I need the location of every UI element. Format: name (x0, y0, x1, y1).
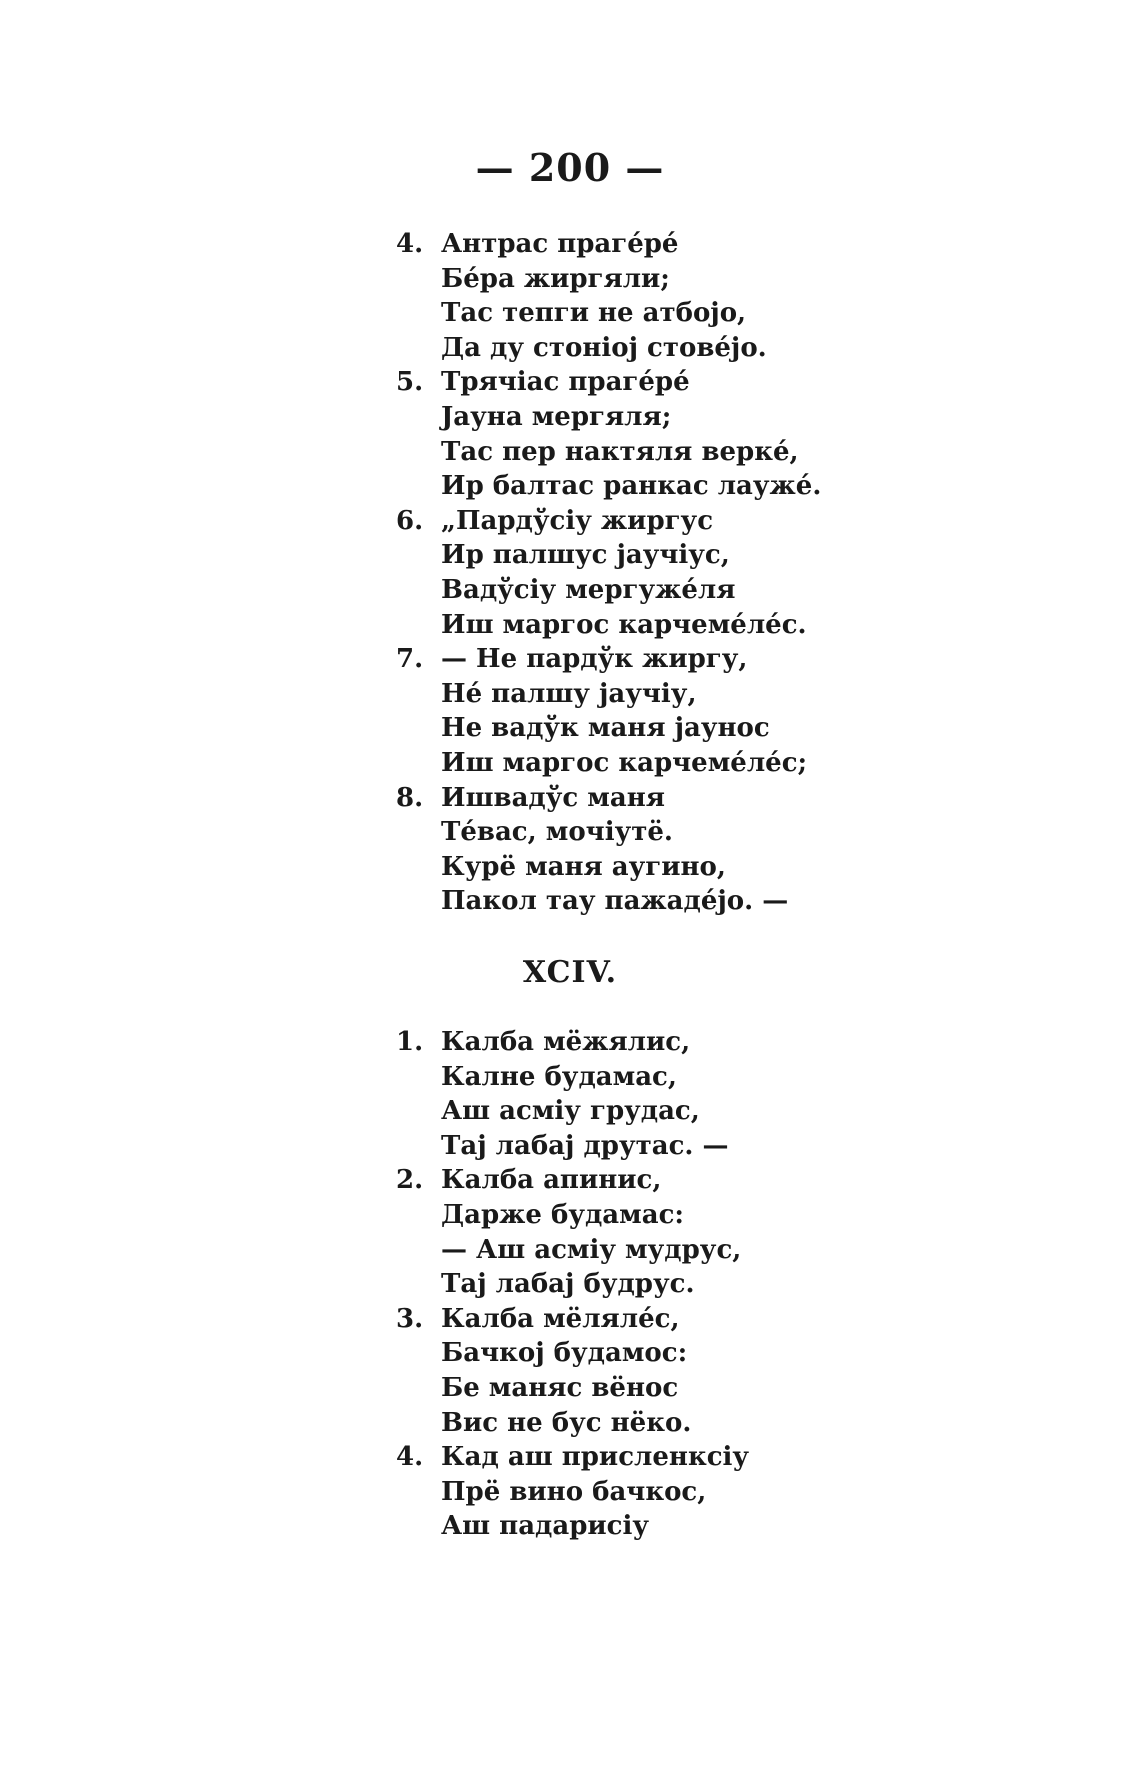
verse-line: Бачкој будамос: (441, 1338, 688, 1369)
verse-line: Иш маргос карчемéлéс. (441, 609, 807, 640)
verse-line: Јауна мергяля; (441, 401, 672, 432)
stanza-number: 1. (396, 1027, 424, 1057)
verse-line: 2. Калба апинис, (396, 1163, 956, 1198)
stanza (396, 365, 956, 503)
verse-line: 6. „Пардўсіу жиргус (396, 504, 956, 539)
verse-line: Аш падарисіу (441, 1511, 650, 1542)
verse-line: Ир палшус јаучіус, (441, 540, 730, 571)
verse-line: Тај лабај друтас. — (441, 1130, 729, 1161)
verse-line: Калне будамас, (441, 1061, 677, 1092)
stanza (396, 642, 956, 780)
verse-line: Не вадўк маня јаунос (441, 713, 770, 744)
verse-line: Дарже будамас: (441, 1199, 685, 1230)
stanza-number: 5. (396, 367, 424, 398)
verse-line: 5. Трячіас прагéрé (396, 365, 956, 400)
poem-93-continuation (396, 227, 956, 919)
verse-line: Пакол тау пажадéјо. — (441, 886, 789, 917)
verse-line: Бе маняс вëнос (441, 1372, 679, 1403)
verse-line: Тéвас, мочіутë. (441, 817, 673, 848)
stanza (396, 227, 956, 365)
verse-line: 7. — Не пардўк жиргу, (396, 642, 956, 677)
verse-line: Прë вино бачкос, (441, 1476, 707, 1507)
verse-line: Вис не бус нëко. (441, 1407, 692, 1438)
verse-line: — Аш асміу мудрус, (441, 1234, 742, 1265)
verse-line: Вадўсіу мергужéля (441, 574, 736, 605)
verse-line: Тај лабај будрус. (441, 1269, 695, 1300)
verse-line: Бéра жиргяли; (441, 263, 670, 294)
stanza (396, 781, 956, 919)
stanza (396, 1302, 956, 1440)
stanza (396, 504, 956, 642)
verse-line: Тас пер нактяля веркé, (441, 436, 799, 467)
stanza (396, 1163, 956, 1301)
stanza-number: 8. (396, 782, 424, 813)
verse-line: 4. Антрас прагéрé (396, 227, 956, 262)
verse-line: Да ду стоніој стовéјо. (441, 332, 767, 363)
verse-line: 8. Ишвадўс маня (396, 781, 956, 816)
verse-line: Нé палшу јаучіу, (441, 678, 697, 709)
stanza-number: 4. (396, 1442, 424, 1473)
stanza-number: 2. (396, 1165, 424, 1196)
verse-line: Курë маня аугино, (441, 851, 726, 882)
verse-line: 1. Калба мëжялис, (396, 1025, 956, 1060)
verse-line: 4. Кад аш присленксіу (396, 1440, 956, 1475)
verse-line: Тас тепги не атбојо, (441, 298, 747, 329)
stanza (396, 1025, 956, 1163)
poem-94 (396, 1025, 956, 1544)
verse-line: 3. Калба мëлялéс, (396, 1302, 956, 1337)
page-number: — 200 — (475, 145, 665, 190)
stanza-number: 3. (396, 1303, 424, 1334)
stanza-number: 6. (396, 505, 424, 536)
verse-line: Аш асміу грудас, (441, 1096, 700, 1127)
verse-line: Ир балтас ранкас лаужé. (441, 471, 822, 502)
stanza (396, 1440, 956, 1544)
verse-line: Иш маргос карчемéлéс; (441, 747, 808, 778)
stanza-number: 4. (396, 229, 424, 259)
section-heading: XCIV. (522, 955, 618, 990)
stanza-number: 7. (396, 644, 424, 675)
